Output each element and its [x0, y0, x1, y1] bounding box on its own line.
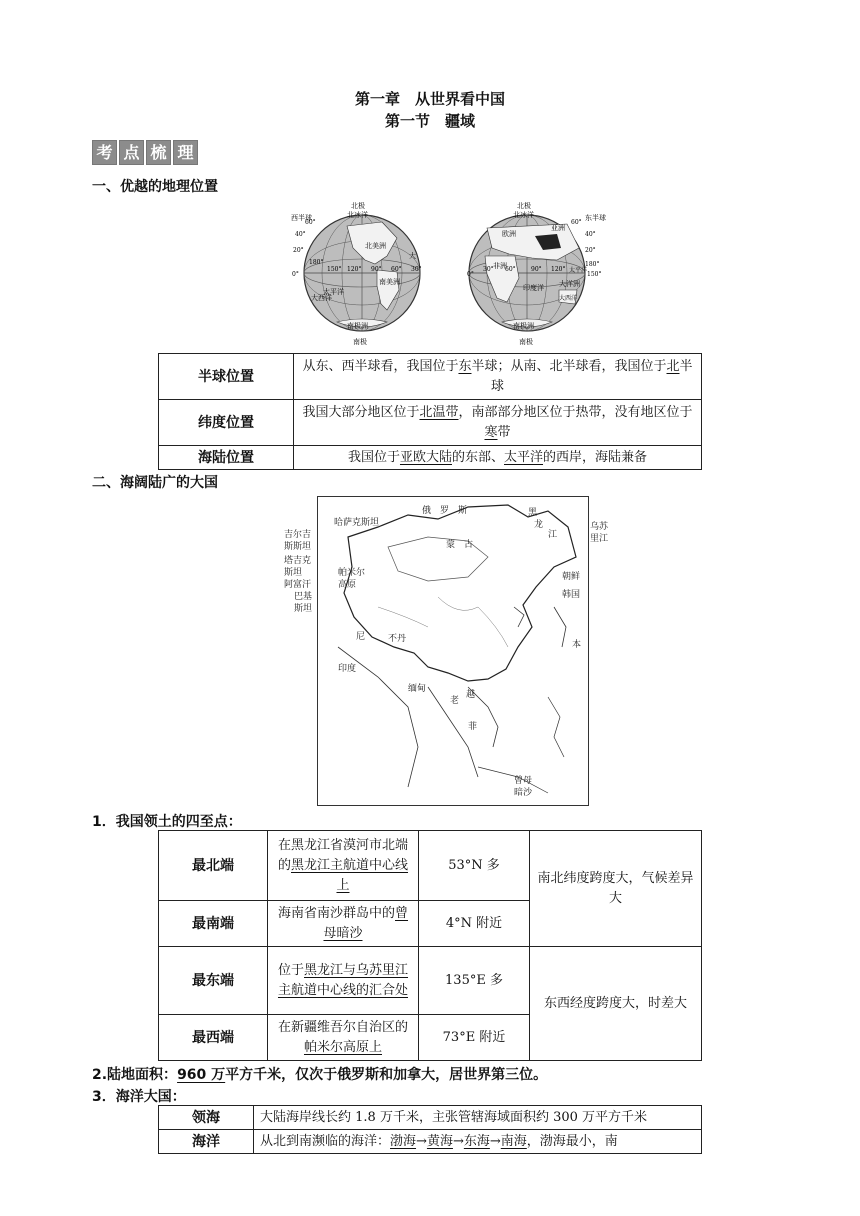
row-content: 我国位于亚欧大陆的东部、太平洋的西岸，海陆兼备	[294, 446, 702, 470]
map-label: 帕米尔	[338, 568, 366, 578]
globe-label: 0°	[292, 271, 299, 278]
table-row	[159, 1130, 702, 1154]
globe-label: 亚洲	[551, 224, 565, 232]
map-label: 阿富汗	[284, 580, 312, 590]
extreme-label: 最西端	[159, 1015, 268, 1061]
globe-label: 印度洋	[523, 284, 544, 292]
extreme-coord: 73°E 附近	[419, 1015, 530, 1061]
map-label: 哈萨克斯坦	[334, 518, 380, 528]
map-label: 江	[548, 530, 558, 540]
globe-label: 150°	[587, 271, 602, 278]
globe-label: 西半球	[291, 214, 312, 222]
map-label: 老	[450, 696, 460, 706]
map-label: 韩国	[562, 590, 581, 600]
map-label: 菲	[468, 722, 478, 732]
globe-label: 欧洲	[502, 230, 516, 238]
hemisphere-globes	[287, 198, 617, 348]
extreme-desc: 海南省南沙群岛中的曾母暗沙	[268, 901, 419, 947]
globe-label: 大	[409, 252, 416, 260]
globe-label: 大西洋	[311, 294, 332, 302]
map-label: 缅甸	[408, 684, 427, 694]
extreme-coord: 4°N 附近	[419, 901, 530, 947]
globe-label: 大西洋	[559, 295, 578, 302]
extreme-desc: 在黑龙江省漠河市北端的黑龙江主航道中心线上	[268, 831, 419, 901]
globe-label: 40°	[585, 231, 596, 238]
heading-location: 一、优越的地理位置	[92, 179, 218, 195]
extreme-desc: 位于黑龙江与乌苏里江主航道中心线的汇合处	[268, 947, 419, 1015]
map-label: 巴基	[294, 592, 313, 602]
china-outline-map	[284, 496, 609, 806]
globe-label: 90°	[371, 266, 382, 273]
item-ocean-heading: 3．海洋大国：	[92, 1089, 186, 1105]
table-row	[159, 947, 702, 1015]
globe-label: 150°	[327, 266, 342, 273]
globe-label: 北极	[517, 202, 531, 210]
globe-label: 南极	[519, 338, 533, 346]
globe-label: 120°	[551, 266, 566, 273]
globe-label: 30°	[483, 266, 494, 273]
map-label: 乌苏	[590, 522, 609, 532]
globe-label: 20°	[585, 247, 596, 254]
globe-label: 南极	[353, 338, 367, 346]
map-label: 塔吉克	[284, 556, 312, 566]
table-row	[159, 354, 702, 400]
extreme-note: 东西经度跨度大，时差大	[530, 947, 702, 1061]
globe-label: 40°	[295, 231, 306, 238]
globe-label: 北美洲	[365, 242, 386, 250]
globe-label: 南极洲	[347, 322, 368, 330]
row-label: 海陆位置	[159, 446, 294, 470]
extreme-label: 最东端	[159, 947, 268, 1015]
ocean-content: 大陆海岸线长约 1.8 万千米，主张管辖海域面积约 300 万平方千米	[254, 1106, 702, 1130]
extreme-coord: 135°E 多	[419, 947, 530, 1015]
ocean-label: 领海	[159, 1106, 254, 1130]
location-table	[158, 353, 702, 470]
table-row	[159, 400, 702, 446]
map-label: 本	[572, 640, 582, 650]
table-row	[159, 831, 702, 901]
row-label: 半球位置	[159, 354, 294, 400]
item-extremes-heading: 1．我国领土的四至点：	[92, 814, 242, 830]
badge-char: 点	[119, 140, 144, 165]
map-label: 朝鲜	[562, 572, 581, 582]
extremes-table	[158, 830, 702, 1061]
globe-label: 30°	[411, 266, 422, 273]
globe-label: 南极洲	[513, 322, 534, 330]
map-label: 印度	[338, 664, 357, 674]
globe-label: 非洲	[493, 262, 507, 270]
table-row	[159, 446, 702, 470]
badge-char: 考	[92, 140, 117, 165]
map-label: 暗沙	[514, 788, 533, 798]
extreme-label: 最北端	[159, 831, 268, 901]
globe-label: 90°	[531, 266, 542, 273]
globe-label: 20°	[293, 247, 304, 254]
globe-label: 东半球	[585, 214, 606, 222]
section-title: 第一节 疆域	[384, 112, 475, 130]
extreme-desc: 在新疆维吾尔自治区的帕米尔高原上	[268, 1015, 419, 1061]
globe-label: 180°	[585, 261, 600, 268]
item-land-area: 2.陆地面积：960 万平方千米，仅次于俄罗斯和加拿大，居世界第三位。	[92, 1067, 548, 1083]
globe-label: 60°	[391, 266, 402, 273]
globe-label: 太平洋	[323, 288, 344, 296]
globe-label: 180°	[309, 259, 324, 266]
map-label: 龙	[534, 520, 544, 530]
map-label: 俄 罗 斯	[422, 506, 468, 516]
extreme-label: 最南端	[159, 901, 268, 947]
globe-label: 60°	[505, 266, 516, 273]
ocean-content: 从北到南濒临的海洋：渤海→黄海→东海→南海，渤海最小，南	[254, 1130, 702, 1154]
globe-label: 北冰洋	[347, 211, 368, 219]
ocean-label: 海洋	[159, 1130, 254, 1154]
map-label: 黑	[528, 508, 538, 518]
globe-label: 60°	[305, 219, 316, 226]
map-label: 曾母	[514, 776, 533, 786]
map-label: 越	[466, 690, 476, 700]
kaodian-badge	[92, 140, 198, 165]
extreme-note: 南北纬度跨度大，气候差异大	[530, 831, 702, 947]
globe-label: 南美洲	[379, 278, 400, 286]
globe-label: 0°	[467, 271, 474, 278]
globe-label: 北冰洋	[513, 211, 534, 219]
ocean-table	[158, 1105, 702, 1154]
map-label: 斯坦	[294, 604, 313, 614]
map-label: 斯斯坦	[284, 542, 312, 552]
row-label: 纬度位置	[159, 400, 294, 446]
map-label: 尼	[356, 632, 366, 642]
map-label: 里江	[590, 534, 609, 544]
badge-char: 梳	[146, 140, 171, 165]
globe-label: 太平洋	[569, 267, 588, 274]
map-label: 不丹	[388, 634, 407, 644]
globe-label: 北极	[351, 202, 365, 210]
arrow-icon: →	[416, 1133, 427, 1149]
map-label: 蒙 古	[446, 540, 474, 550]
badge-char: 理	[173, 140, 198, 165]
map-label: 斯坦	[284, 568, 303, 578]
row-content: 从东、西半球看，我国位于东半球；从南、北半球看，我国位于北半球	[294, 354, 702, 400]
table-row	[159, 1106, 702, 1130]
row-content: 我国大部分地区位于北温带，南部部分地区位于热带，没有地区位于寒带	[294, 400, 702, 446]
extreme-coord: 53°N 多	[419, 831, 530, 901]
western-hemisphere-globe	[291, 201, 422, 346]
eastern-hemisphere-globe	[467, 201, 606, 346]
globe-label: 60°	[571, 219, 582, 226]
globe-label: 120°	[347, 266, 362, 273]
chapter-title: 第一章 从世界看中国	[354, 90, 505, 108]
heading-territory: 二、海阔陆广的大国	[92, 475, 218, 491]
map-label: 高原	[338, 580, 357, 590]
arrow-icon: →	[489, 1133, 501, 1149]
arrow-icon: →	[452, 1133, 464, 1149]
map-label: 吉尔吉	[284, 530, 312, 540]
globe-label: 大洋洲	[559, 280, 580, 288]
